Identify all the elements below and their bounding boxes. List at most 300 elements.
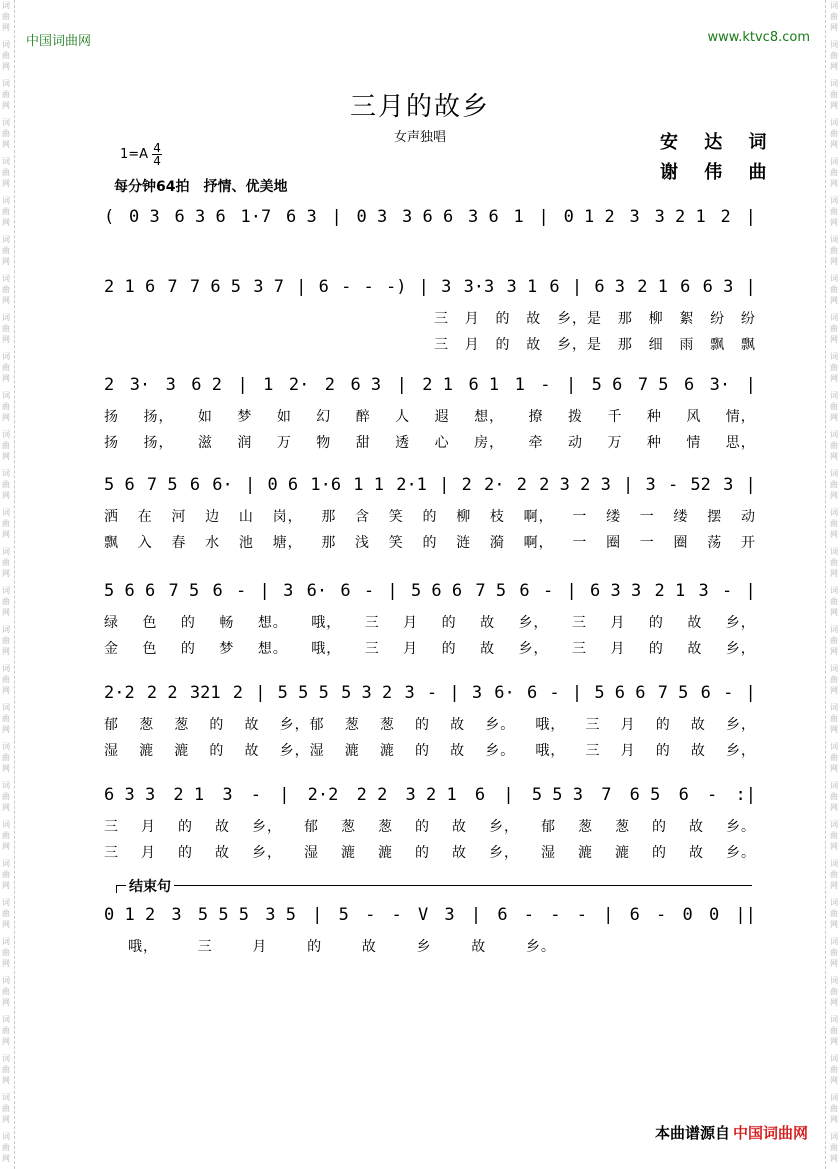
watermark-char: 词 (830, 430, 838, 439)
watermark-char: 词 (2, 508, 10, 517)
barline: | (418, 277, 429, 297)
lyric-syllable: 山 (238, 509, 254, 525)
note-group: 2·1 (396, 475, 427, 495)
note-group: 6 (629, 905, 640, 925)
note-group: 3 (283, 581, 294, 601)
watermark-char: 曲 (2, 90, 10, 99)
lyric-syllable: 水 (205, 535, 221, 551)
note-group: 6 3 3 (104, 785, 156, 805)
lyric-syllable: 一 (639, 535, 655, 551)
watermark-char: 网 (830, 1154, 838, 1163)
note-group: 5 6 (591, 375, 623, 395)
note-group: - (542, 581, 554, 601)
lyric-syllable: 的 (422, 535, 438, 551)
note-group: 7 5 (637, 375, 669, 395)
lyric-syllable: 故 (244, 743, 260, 759)
lyric-syllable: 故 (480, 641, 496, 657)
note-group: 1 1 (353, 475, 384, 495)
lyric-syllable: 塘， (272, 535, 303, 551)
watermark-char: 曲 (830, 1104, 838, 1113)
watermark-char: 网 (2, 101, 10, 110)
lyric-syllable: 的 (209, 743, 225, 759)
watermark-char: 曲 (2, 597, 10, 606)
watermark-char: 曲 (830, 363, 838, 372)
lyric-syllable: 畅 (219, 615, 235, 631)
lyric-syllable: 那 (321, 535, 337, 551)
right-watermark-strip (828, 0, 840, 1169)
lyric-syllable: 故 (689, 819, 704, 835)
lyric-line (104, 638, 756, 658)
lyric-line (128, 936, 556, 956)
watermark-char: 词 (830, 898, 838, 907)
lyric-syllable: 圈 (606, 535, 622, 551)
note-group: 5 5 3 (531, 785, 583, 805)
lyric-syllable: 故 (471, 939, 487, 955)
barline: | (745, 581, 756, 601)
barline: | (571, 683, 583, 703)
watermark-char: 网 (830, 881, 838, 890)
watermark-char: 网 (830, 920, 838, 929)
lyric-syllable: 那 (617, 311, 633, 327)
watermark-char: 曲 (2, 168, 10, 177)
lyric-syllable: 漉 (174, 743, 190, 759)
watermark-char: 词 (830, 235, 838, 244)
lyric-syllable: 一 (639, 509, 655, 525)
lyric-syllable: 洒 (104, 509, 119, 525)
watermark-char: 词 (2, 625, 10, 634)
note-group: 5 (338, 905, 349, 925)
lyric-syllable: 的 (655, 743, 671, 759)
lyric-syllable: 故 (526, 337, 542, 353)
watermark-char: 曲 (2, 831, 10, 840)
note-group: - (667, 475, 679, 495)
note-group: 0 3 (129, 207, 160, 227)
note-group: 2 (324, 375, 335, 395)
watermark-char: 曲 (830, 129, 838, 138)
watermark-char: 词 (2, 1015, 10, 1024)
lyric-syllable: 的 (415, 717, 430, 733)
note-group: - (656, 905, 667, 925)
barline: | (603, 905, 614, 925)
lyric-syllable: 飘 (740, 337, 756, 353)
note-group: 6 (678, 785, 689, 805)
lyric-syllable: 漉 (379, 743, 395, 759)
watermark-char: 网 (2, 62, 10, 71)
note-group: 7 5 (475, 581, 507, 601)
note-group: 2 1 6 (104, 277, 156, 297)
barline: | (566, 581, 577, 601)
lyric-syllable: 的 (180, 641, 196, 657)
watermark-char: 曲 (830, 558, 838, 567)
watermark-char: 词 (830, 937, 838, 946)
key-text: 1=A (120, 147, 149, 162)
lyric-syllable: 湿 (104, 743, 119, 759)
note-group: 6 (474, 785, 486, 805)
watermark-char: 词 (2, 898, 10, 907)
lyric-syllable: 柳 (456, 509, 472, 525)
watermark-char: 网 (830, 1037, 838, 1046)
watermark-char: 网 (2, 179, 10, 188)
lyric-syllable: 三 (104, 819, 119, 835)
score-row (104, 200, 756, 234)
lyric-syllable: 乡。 (726, 845, 756, 861)
watermark-char: 网 (830, 998, 838, 1007)
lyric-syllable: 千 (607, 409, 623, 425)
watermark-char: 词 (2, 40, 10, 49)
watermark-char: 词 (2, 313, 10, 322)
watermark-char: 词 (2, 742, 10, 751)
watermark-char: 词 (2, 352, 10, 361)
watermark-char: 曲 (830, 1143, 838, 1152)
barline: | (623, 475, 634, 495)
barline: | (745, 277, 756, 297)
lyric-syllable: 缕 (606, 509, 622, 525)
watermark-char: 网 (830, 1115, 838, 1124)
watermark-char: 网 (2, 725, 10, 734)
lyric-syllable: 故 (450, 717, 466, 733)
lyric-syllable: 房， (474, 435, 505, 451)
note-group: 2 (104, 375, 115, 395)
site-url-link[interactable]: www.ktvc8.com (707, 30, 810, 45)
lyric-syllable: 乡， (725, 641, 756, 657)
score-row (104, 574, 756, 608)
watermark-char: 网 (2, 530, 10, 539)
note-group: 3 6 (468, 207, 499, 227)
watermark-char: 网 (2, 998, 10, 1007)
score-row (104, 368, 756, 402)
watermark-char: 曲 (830, 402, 838, 411)
lyric-syllable: 故 (526, 311, 542, 327)
lyric-syllable: 哦， (128, 939, 158, 955)
right-border-line (825, 0, 826, 1169)
watermark-char: 曲 (830, 870, 838, 879)
watermark-char: 曲 (2, 324, 10, 333)
lyric-line (104, 506, 756, 526)
lyric-syllable: 乡，郁 (279, 717, 325, 733)
key-signature (120, 142, 162, 167)
watermark-char: 曲 (2, 675, 10, 684)
lyric-syllable: 乡， (489, 819, 519, 835)
lyric-syllable: 故 (244, 717, 260, 733)
lyric-syllable: 葱 (341, 819, 356, 835)
barline: | (439, 475, 450, 495)
lyric-syllable: 漉 (615, 845, 630, 861)
watermark-char: 网 (2, 764, 10, 773)
lyric-syllable: 三 (434, 311, 449, 327)
watermark-char: 词 (2, 430, 10, 439)
watermark-char: 曲 (2, 1143, 10, 1152)
watermark-char: 曲 (2, 987, 10, 996)
lyric-syllable: 故 (687, 615, 703, 631)
lyric-syllable: 乡， (726, 717, 756, 733)
note-group: 2 3 2 3 (539, 475, 611, 495)
lyric-syllable: 三 (197, 939, 213, 955)
lyric-syllable: 月 (464, 311, 480, 327)
note-group: 2· (484, 475, 505, 495)
watermark-char: 词 (830, 313, 838, 322)
lyric-line (104, 816, 756, 836)
note-group: V (417, 905, 429, 925)
lyric-syllable: 乡。 (525, 939, 556, 955)
lyric-syllable: 的 (415, 743, 430, 759)
watermark-char: 词 (830, 469, 838, 478)
watermark-char: 网 (830, 1076, 838, 1085)
lyric-syllable: 的 (415, 845, 430, 861)
watermark-char: 网 (2, 803, 10, 812)
lyric-syllable: 乡，是 (557, 337, 603, 353)
lyric-line (104, 612, 756, 632)
lyric-syllable: 的 (495, 337, 511, 353)
note-group: 3 5 (265, 905, 296, 925)
note-group: - (250, 785, 262, 805)
score-row (104, 468, 756, 502)
lyric-syllable: 啊， (523, 509, 554, 525)
lyric-syllable: 的 (422, 509, 438, 525)
notes-line (104, 270, 756, 304)
lyric-syllable: 郁 (541, 819, 556, 835)
note-group: 5 5 5 (197, 905, 250, 925)
lyric-syllable: 漉 (344, 743, 360, 759)
watermark-char: 曲 (830, 909, 838, 918)
lyric-syllable: 万 (607, 435, 623, 451)
time-signature (152, 142, 162, 167)
lyric-syllable: 河 (171, 509, 187, 525)
lyric-syllable: 的 (652, 845, 667, 861)
lyric-syllable: 梦 (219, 641, 235, 657)
note-group: 52 (690, 475, 711, 495)
note-group: - (723, 683, 734, 703)
barline: | (279, 785, 290, 805)
barline: | (571, 277, 583, 297)
watermark-char: 网 (830, 491, 838, 500)
barline: | (449, 683, 460, 703)
barline: | (503, 785, 514, 805)
lyric-syllable: 乡， (518, 615, 549, 631)
lyric-syllable: 月 (403, 615, 419, 631)
watermark-char: 曲 (830, 714, 838, 723)
note-group: 0 1 2 (104, 905, 156, 925)
watermark-char: 曲 (830, 324, 838, 333)
lyric-syllable: 圈 (673, 535, 689, 551)
lyric-syllable: 乡， (489, 845, 519, 861)
note-group: - (707, 785, 718, 805)
barline: | (331, 207, 342, 227)
lyric-syllable: 故 (215, 845, 230, 861)
lyric-syllable: 扬， (143, 409, 174, 425)
note-group: 3 (723, 475, 734, 495)
note-group: - (363, 277, 374, 297)
note-group: 3 7 (253, 277, 284, 297)
watermark-char: 词 (830, 157, 838, 166)
watermark-char: 词 (830, 1093, 838, 1102)
lyric-syllable: 如 (197, 409, 213, 425)
barline: | (538, 207, 549, 227)
lyric-syllable: 故 (689, 845, 704, 861)
watermark-char: 词 (830, 547, 838, 556)
watermark-char: 网 (2, 647, 10, 656)
watermark-char: 网 (2, 920, 10, 929)
lyric-syllable: 三 (585, 717, 601, 733)
note-group: 5 6 6 (594, 683, 646, 703)
lyric-syllable: 遐 (434, 409, 450, 425)
note-group: 3·3 (463, 277, 495, 297)
note-group: 3 2 1 (654, 207, 706, 227)
lyric-syllable: 故 (687, 641, 703, 657)
note-group: 6 3 (286, 207, 317, 227)
watermark-char: 词 (830, 703, 838, 712)
watermark-char: 词 (830, 274, 838, 283)
note-group: 1 (263, 375, 274, 395)
note-group: 1 (513, 207, 524, 227)
watermark-char: 曲 (2, 909, 10, 918)
lyric-syllable: 葱 (344, 717, 360, 733)
barline: | (296, 277, 307, 297)
source-brand-link[interactable]: 中国词曲网 (732, 1124, 808, 1142)
lyric-syllable: 漉 (578, 845, 593, 861)
lyric-syllable: 三 (571, 641, 587, 657)
watermark-char: 网 (2, 374, 10, 383)
lyric-syllable: 月 (620, 717, 636, 733)
watermark-char: 网 (2, 1115, 10, 1124)
note-group: 6 (340, 581, 351, 601)
note-group: 2 (720, 207, 731, 227)
site-name-link[interactable]: 中国词曲网 (26, 34, 92, 49)
lyric-syllable: 的 (307, 939, 323, 955)
watermark-char: 网 (2, 1076, 10, 1085)
watermark-char: 词 (830, 118, 838, 127)
score-row (104, 676, 756, 710)
note-group: 3 1 (506, 277, 538, 297)
watermark-char: 曲 (2, 1104, 10, 1113)
watermark-char: 曲 (830, 51, 838, 60)
note-group: 3 (698, 581, 709, 601)
lyric-syllable: 枝 (489, 509, 505, 525)
note-group: - (363, 581, 375, 601)
barline: | (312, 905, 323, 925)
watermark-char: 网 (830, 452, 838, 461)
note-group: 2 1 (422, 375, 453, 395)
lyric-syllable: 郁 (304, 819, 319, 835)
note-group: 6· (212, 475, 233, 495)
watermark-char: 词 (830, 742, 838, 751)
watermark-char: 词 (2, 547, 10, 556)
lyric-line (434, 334, 756, 354)
lyric-syllable: 絮 (679, 311, 695, 327)
note-group: 7 (167, 277, 178, 297)
watermark-char: 曲 (830, 1026, 838, 1035)
lyric-syllable: 笑 (388, 535, 404, 551)
lyric-syllable: 的 (648, 641, 664, 657)
barline: | (396, 375, 407, 395)
lyric-syllable: 浅 (355, 535, 371, 551)
watermark-char: 网 (830, 569, 838, 578)
lyric-syllable: 的 (495, 311, 511, 327)
lyric-syllable: 想， (474, 409, 505, 425)
watermark-char: 曲 (2, 12, 10, 21)
lyric-syllable: 柳 (648, 311, 664, 327)
watermark-char: 网 (2, 686, 10, 695)
watermark-char: 网 (2, 218, 10, 227)
note-group: 2 2 (356, 785, 388, 805)
watermark-char: 曲 (830, 90, 838, 99)
note-group: 2·2 (307, 785, 339, 805)
watermark-char: 曲 (2, 948, 10, 957)
watermark-char: 词 (830, 976, 838, 985)
lyric-syllable: 漪 (489, 535, 505, 551)
note-group: 3 (165, 375, 176, 395)
lyric-syllable: 啊， (523, 535, 554, 551)
barline: | (237, 375, 248, 395)
lyric-syllable: 月 (252, 939, 268, 955)
barline: | (745, 475, 756, 495)
watermark-char: 曲 (830, 675, 838, 684)
lyric-syllable: 雨 (679, 337, 695, 353)
watermark-char: 曲 (2, 714, 10, 723)
watermark-char: 网 (830, 179, 838, 188)
lyric-syllable: 一 (572, 509, 588, 525)
watermark-char: 词 (2, 820, 10, 829)
note-group: 6 5 (629, 785, 661, 805)
lyric-syllable: 郁 (104, 717, 119, 733)
note-group: - (523, 905, 535, 925)
lyric-syllable: 动 (740, 509, 756, 525)
lyric-syllable: 的 (415, 819, 430, 835)
lyric-syllable: 湿 (304, 845, 319, 861)
note-group: 6 (497, 905, 508, 925)
note-group: 321 (189, 683, 221, 703)
lyric-syllable: 三 (585, 743, 601, 759)
lyric-syllable: 透 (395, 435, 411, 451)
watermark-char: 曲 (2, 1026, 10, 1035)
watermark-char: 词 (830, 664, 838, 673)
lyric-syllable: 乡。 (485, 717, 516, 733)
watermark-char: 曲 (830, 480, 838, 489)
lyric-syllable: 开 (740, 535, 756, 551)
note-group: 6 (680, 277, 691, 297)
watermark-char: 网 (2, 491, 10, 500)
note-group: 6 (212, 581, 223, 601)
note-group: 2 (516, 475, 527, 495)
lyric-syllable: 岗， (272, 509, 303, 525)
watermark-char: 网 (830, 257, 838, 266)
notes-line (104, 898, 756, 932)
watermark-char: 曲 (2, 441, 10, 450)
lyric-syllable: 色 (142, 615, 158, 631)
lyric-syllable: 三 (104, 845, 119, 861)
lyric-syllable: 纷 (740, 311, 756, 327)
lyric-syllable: 葱 (378, 819, 393, 835)
lyric-line (104, 842, 756, 862)
note-group: 3 (629, 207, 640, 227)
note-group: - (236, 581, 247, 601)
note-group: 2 1 (654, 581, 686, 601)
lyric-syllable: 三 (434, 337, 449, 353)
lyric-syllable: 撩 (528, 409, 544, 425)
note-group: 6 (549, 277, 560, 297)
lyric-syllable: 葱 (139, 717, 155, 733)
watermark-char: 词 (830, 79, 838, 88)
lyric-syllable: 的 (441, 641, 457, 657)
lyric-syllable: 葱 (379, 717, 395, 733)
lyric-syllable: 想。 (257, 615, 288, 631)
note-group: ( (104, 207, 115, 227)
watermark-char: 词 (2, 1054, 10, 1063)
ending-label: 结束句 (126, 876, 174, 896)
lyric-syllable: 的 (441, 615, 457, 631)
watermark-char: 词 (830, 196, 838, 205)
note-group: 7 5 (657, 683, 689, 703)
lyric-syllable: 乡， (518, 641, 549, 657)
